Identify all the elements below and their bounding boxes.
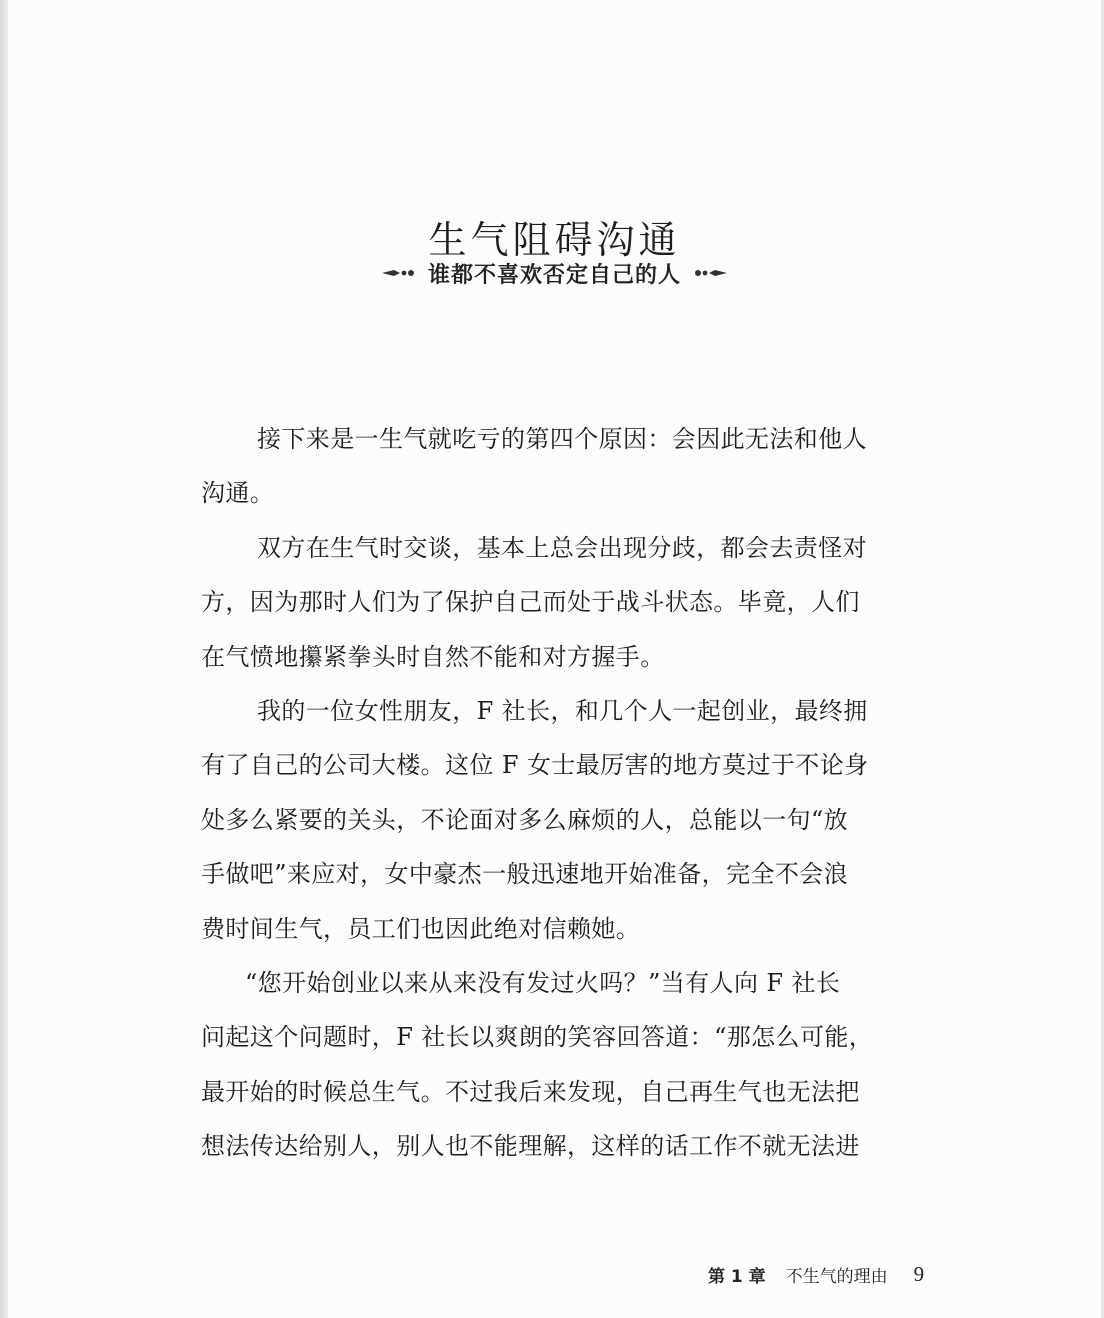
text-line: 问起这个问题时，F 社长以爽朗的笑容回答道：“那怎么可能， [201, 1023, 874, 1052]
page-title: 生气阻碍沟通 [428, 218, 681, 263]
text-line: 处多么紧要的关头，不论面对多么麻烦的人，总能以一句“放 [201, 805, 849, 834]
text-line: 在气愤地攥紧拳头时自然不能和对方握手。 [201, 642, 665, 671]
text-line: 最开始的时候总生气。不过我后来发现，自己再生气也无法把 [201, 1077, 860, 1106]
right-arrow-ornament-icon [689, 266, 729, 280]
paragraph-4 [201, 956, 961, 1174]
left-arrow-ornament-icon [380, 266, 420, 280]
subtitle-row [8, 257, 1101, 289]
text-line: 想法传达给别人，别人也不能理解，这样的话工作不就无法进 [201, 1132, 860, 1161]
text-line: 有了自己的公司大楼。这位 F 女士最厉害的地方莫过于不论身 [201, 751, 869, 780]
page-footer [708, 1262, 924, 1287]
text-line: 接下来是一生气就吃亏的第四个原因：会因此无法和他人 [257, 425, 867, 453]
text-line: “您开始创业以来从来没有发过火吗？”当有人向 F 社长 [245, 968, 841, 997]
body-text [201, 412, 961, 1173]
text-line: 手做吧”来应对，女中豪杰一般迅速地开始准备，完全不会浪 [201, 860, 849, 889]
paragraph-2 [201, 521, 961, 684]
text-line: 我的一位女性朋友，F 社长，和几个人一起创业，最终拥 [257, 696, 868, 725]
text-line: 费时间生气，员工们也因此绝对信赖她。 [201, 914, 641, 943]
page-subtitle: 谁都不喜欢否定自己的人 [427, 262, 681, 288]
text-line: 双方在生气时交谈，基本上总会出现分歧，都会去责怪对 [257, 533, 867, 562]
book-page [8, 0, 1101, 1318]
page-number: 9 [913, 1262, 925, 1286]
paragraph-3 [201, 684, 961, 956]
paragraph-1 [201, 412, 961, 521]
text-line: 方，因为那时人们为了保护自己而处于战斗状态。毕竟，人们 [201, 588, 860, 617]
text-line: 沟通。 [201, 479, 275, 508]
scan-left-edge [0, 0, 8, 1318]
chapter-label: 第 1 章 [708, 1267, 766, 1287]
chapter-title: 不生气的理由 [785, 1267, 888, 1287]
